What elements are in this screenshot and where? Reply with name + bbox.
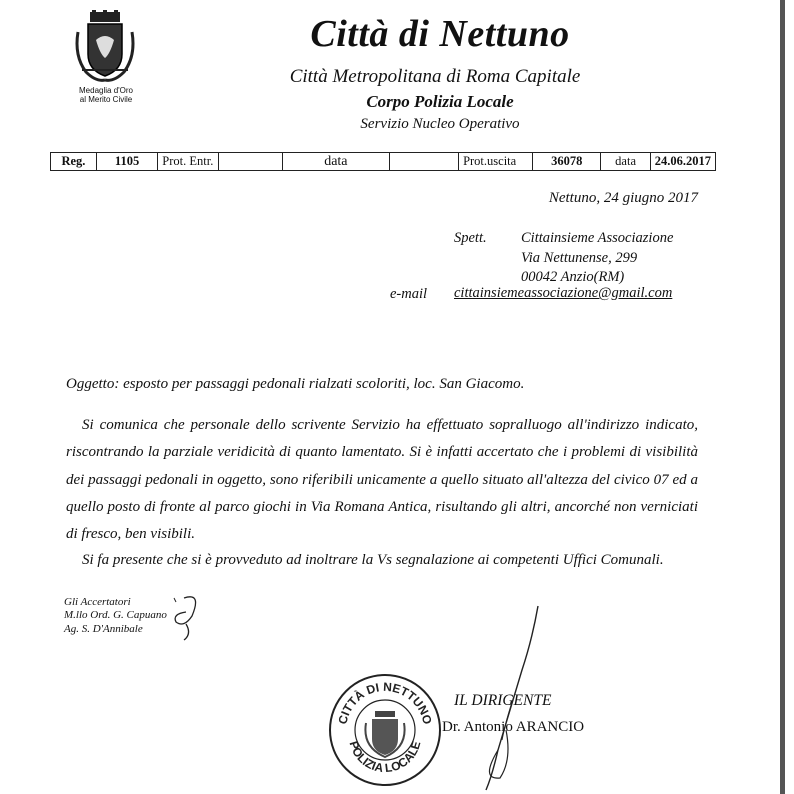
director-title: IL DIRIGENTE <box>454 692 552 709</box>
recipient-city: 00042 Anzio(RM) <box>521 269 625 285</box>
data-label-1: data <box>283 153 389 171</box>
reg-value: 1105 <box>96 153 157 171</box>
data-value-2: 24.06.2017 <box>650 153 715 171</box>
inspector-1: M.llo Ord. G. Capuano <box>64 609 167 622</box>
addressee-block <box>521 229 673 288</box>
inspector-2: Ag. S. D'Annibale <box>64 622 143 635</box>
director-name: Dr. Antonio ARANCIO <box>442 719 585 735</box>
stamp-bottom-text: POLIZIA LOCALE <box>346 739 424 776</box>
data-label-2: data <box>601 153 650 171</box>
coat-of-arms-icon <box>72 10 138 90</box>
inspectors-block <box>64 596 167 636</box>
reg-label: Reg. <box>51 153 97 171</box>
subject-line: Oggetto: esposto per passaggi pedonali rialzati scoloriti, loc. San Giacomo. <box>66 376 525 392</box>
service-subtitle: Servizio Nucleo Operativo <box>360 116 520 132</box>
register-table <box>50 152 716 171</box>
recipient-street: Via Nettunense, 299 <box>521 249 638 266</box>
prot-entr-value <box>219 153 283 171</box>
email-label: e-mail <box>390 286 428 302</box>
medal-caption-line1: Medaglia d'Oro <box>79 86 133 95</box>
stamp-top-text: CITTÀ DI NETTUNO <box>335 679 435 726</box>
body-paragraph-1: Si comunica che personale dello scrivente Servizio ha effettuato sopralluogo all'indirizzo indicato, riscontrando la parziale veridicità di quanto lamentato. Si è infatti accertato che i problemi di visibilità dei passaggi pedonali in oggetto, sono riferibili unicamente a quello situato all'altezza del civico 07 ed a quello posto di fronte al parco giochi in Via Romana Antica, risultando gli altri, ancorché non verniciati di fresco, ben visibili. <box>66 417 698 543</box>
place-date: Nettuno, 24 giugno 2017 <box>548 190 698 206</box>
data-value-1 <box>389 153 459 171</box>
prot-uscita-label: Prot.uscita <box>459 153 533 171</box>
email-link[interactable]: cittainsiemeassociazione@gmail.com <box>454 285 673 301</box>
medal-caption-line2: al Merito Civile <box>79 95 133 104</box>
prot-uscita-value: 36078 <box>532 153 600 171</box>
signature-icon <box>440 600 560 794</box>
spett-label: Spett. <box>454 230 487 246</box>
metropolitan-subtitle: Città Metropolitana di Roma Capitale <box>289 66 581 87</box>
police-stamp-icon <box>328 673 442 787</box>
scan-edge <box>780 0 785 794</box>
inspectors-title: Gli Accertatori <box>64 596 131 608</box>
prot-entr-label: Prot. Entr. <box>158 153 219 171</box>
city-title: Città di Nettuno <box>310 13 570 55</box>
register-row <box>51 153 716 171</box>
department-title: Corpo Polizia Locale <box>366 92 514 111</box>
recipient-name: Cittainsieme Associazione <box>521 230 674 246</box>
body-paragraph-2: Si fa presente che si è provveduto ad inoltrare la Vs segnalazione ai competenti Uffici Comunali. <box>82 552 664 568</box>
initials-mark-icon <box>162 594 208 644</box>
